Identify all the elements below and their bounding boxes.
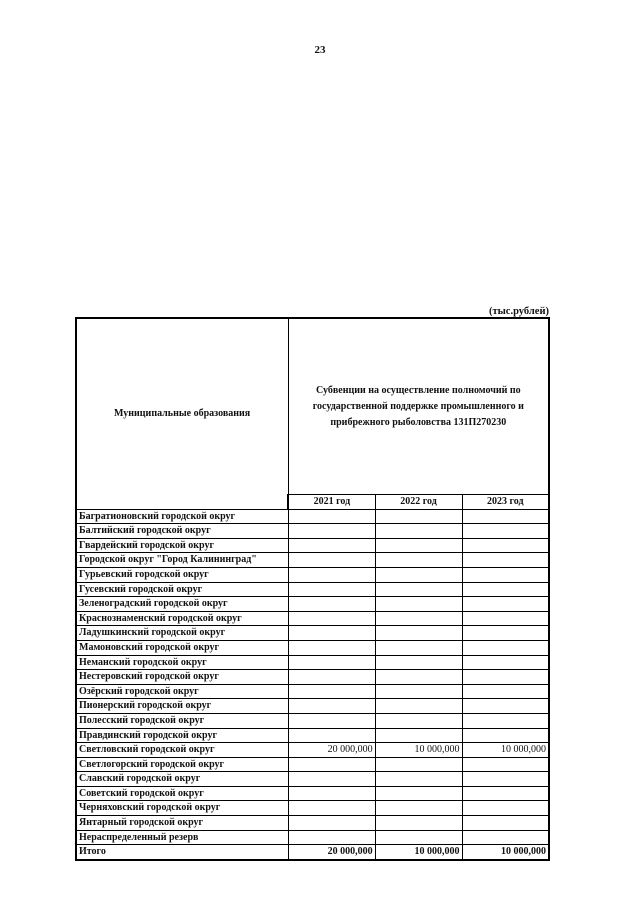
amount-cell bbox=[462, 640, 549, 655]
table-row bbox=[76, 757, 549, 772]
municipality-name: Балтийский городской округ bbox=[76, 524, 288, 539]
amount-cell bbox=[288, 684, 375, 699]
amount-cell bbox=[462, 801, 549, 816]
municipality-name: Янтарный городской округ bbox=[76, 816, 288, 831]
municipality-name: Озёрский городской округ bbox=[76, 684, 288, 699]
amount-cell bbox=[288, 611, 375, 626]
table-row bbox=[76, 567, 549, 582]
amount-cell bbox=[288, 713, 375, 728]
year-header: 2022 год bbox=[375, 495, 462, 510]
municipality-name: Гусевский городской округ bbox=[76, 582, 288, 597]
column-header-municipalities: Муниципальные образования bbox=[76, 318, 288, 509]
amount-cell bbox=[462, 816, 549, 831]
amount-cell: 10 000,000 bbox=[462, 743, 549, 758]
amount-cell bbox=[288, 728, 375, 743]
amount-cell: 10 000,000 bbox=[375, 743, 462, 758]
total-row bbox=[76, 845, 549, 860]
total-amount-cell: 20 000,000 bbox=[288, 845, 375, 860]
amount-cell bbox=[375, 611, 462, 626]
amount-cell bbox=[288, 786, 375, 801]
amount-cell bbox=[462, 626, 549, 641]
amount-cell bbox=[462, 553, 549, 568]
amount-cell bbox=[375, 772, 462, 787]
amount-cell bbox=[375, 816, 462, 831]
amount-cell bbox=[288, 772, 375, 787]
municipality-name: Ладушкинский городской округ bbox=[76, 626, 288, 641]
year-header: 2021 год bbox=[288, 495, 375, 510]
municipality-name: Полесский городской округ bbox=[76, 713, 288, 728]
table-row bbox=[76, 670, 549, 685]
table-row bbox=[76, 684, 549, 699]
amount-cell bbox=[462, 611, 549, 626]
amount-cell bbox=[375, 640, 462, 655]
municipality-name: Светловский городской округ bbox=[76, 743, 288, 758]
table-row bbox=[76, 830, 549, 845]
amount-cell bbox=[375, 830, 462, 845]
year-header: 2023 год bbox=[462, 495, 549, 510]
municipality-name: Гвардейский городской округ bbox=[76, 538, 288, 553]
municipality-name: Неманский городской округ bbox=[76, 655, 288, 670]
amount-cell: 20 000,000 bbox=[288, 743, 375, 758]
units-label: (тыс.рублей) bbox=[488, 306, 549, 317]
amount-cell bbox=[375, 757, 462, 772]
amount-cell bbox=[288, 524, 375, 539]
table-row bbox=[76, 553, 549, 568]
amount-cell bbox=[462, 538, 549, 553]
amount-cell bbox=[375, 713, 462, 728]
amount-cell bbox=[288, 830, 375, 845]
amount-cell bbox=[375, 509, 462, 524]
amount-cell bbox=[288, 801, 375, 816]
table-row bbox=[76, 655, 549, 670]
amount-cell bbox=[288, 640, 375, 655]
amount-cell bbox=[375, 699, 462, 714]
municipality-name: Советский городской округ bbox=[76, 786, 288, 801]
amount-cell bbox=[462, 699, 549, 714]
table-row bbox=[76, 786, 549, 801]
municipality-name: Гурьевский городской округ bbox=[76, 567, 288, 582]
table-row bbox=[76, 611, 549, 626]
amount-cell bbox=[462, 786, 549, 801]
municipality-name: Правдинский городской округ bbox=[76, 728, 288, 743]
amount-cell bbox=[462, 670, 549, 685]
municipality-name: Нестеровский городской округ bbox=[76, 670, 288, 685]
amount-cell bbox=[375, 553, 462, 568]
amount-cell bbox=[462, 509, 549, 524]
amount-cell bbox=[288, 582, 375, 597]
amount-cell bbox=[462, 582, 549, 597]
amount-cell bbox=[375, 524, 462, 539]
amount-cell bbox=[375, 801, 462, 816]
table-row bbox=[76, 743, 549, 758]
table-row bbox=[76, 816, 549, 831]
table-row bbox=[76, 538, 549, 553]
table-row bbox=[76, 582, 549, 597]
municipality-name: Багратионовский городской округ bbox=[76, 509, 288, 524]
table-row bbox=[76, 772, 549, 787]
amount-cell bbox=[462, 772, 549, 787]
amount-cell bbox=[375, 597, 462, 612]
table-row bbox=[76, 509, 549, 524]
amount-cell bbox=[375, 626, 462, 641]
table-row bbox=[76, 713, 549, 728]
table-row bbox=[76, 728, 549, 743]
municipality-name: Краснознаменский городской округ bbox=[76, 611, 288, 626]
amount-cell bbox=[462, 684, 549, 699]
amount-cell bbox=[375, 582, 462, 597]
table-row bbox=[76, 524, 549, 539]
column-group-header: Субвенции на осуществление полномочий по государственной поддержке промышленного и прибрежного рыболовства 131П270230 bbox=[288, 318, 549, 495]
amount-cell bbox=[462, 597, 549, 612]
municipality-name: Черняховский городской округ bbox=[76, 801, 288, 816]
table-row bbox=[76, 640, 549, 655]
amount-cell bbox=[288, 655, 375, 670]
municipality-name: Зеленоградский городской округ bbox=[76, 597, 288, 612]
page-number: 23 bbox=[314, 44, 326, 56]
amount-cell bbox=[288, 538, 375, 553]
municipality-name: Городской округ "Город Калининград" bbox=[76, 553, 288, 568]
table-row bbox=[76, 597, 549, 612]
amount-cell bbox=[462, 567, 549, 582]
municipality-name: Нераспределенный резерв bbox=[76, 830, 288, 845]
amount-cell bbox=[288, 626, 375, 641]
table-row bbox=[76, 626, 549, 641]
amount-cell bbox=[375, 786, 462, 801]
amount-cell bbox=[375, 684, 462, 699]
amount-cell bbox=[375, 728, 462, 743]
amount-cell bbox=[462, 713, 549, 728]
amount-cell bbox=[462, 830, 549, 845]
amount-cell bbox=[375, 670, 462, 685]
amount-cell bbox=[288, 670, 375, 685]
amount-cell bbox=[462, 728, 549, 743]
table-row bbox=[76, 801, 549, 816]
amount-cell bbox=[288, 553, 375, 568]
amount-cell bbox=[462, 655, 549, 670]
amount-cell bbox=[288, 509, 375, 524]
subsidy-table bbox=[75, 317, 550, 861]
amount-cell bbox=[288, 597, 375, 612]
amount-cell bbox=[462, 757, 549, 772]
amount-cell bbox=[288, 757, 375, 772]
amount-cell bbox=[462, 524, 549, 539]
municipality-name: Пионерский городской округ bbox=[76, 699, 288, 714]
table-row bbox=[76, 699, 549, 714]
amount-cell bbox=[288, 816, 375, 831]
municipality-name: Мамоновский городской округ bbox=[76, 640, 288, 655]
municipality-name: Славский городской округ bbox=[76, 772, 288, 787]
amount-cell bbox=[288, 699, 375, 714]
amount-cell bbox=[375, 538, 462, 553]
total-label: Итого bbox=[76, 845, 288, 860]
total-amount-cell: 10 000,000 bbox=[462, 845, 549, 860]
total-amount-cell: 10 000,000 bbox=[375, 845, 462, 860]
amount-cell bbox=[375, 655, 462, 670]
amount-cell bbox=[288, 567, 375, 582]
table-body bbox=[76, 509, 549, 860]
amount-cell bbox=[375, 567, 462, 582]
municipality-name: Светлогорский городской округ bbox=[76, 757, 288, 772]
